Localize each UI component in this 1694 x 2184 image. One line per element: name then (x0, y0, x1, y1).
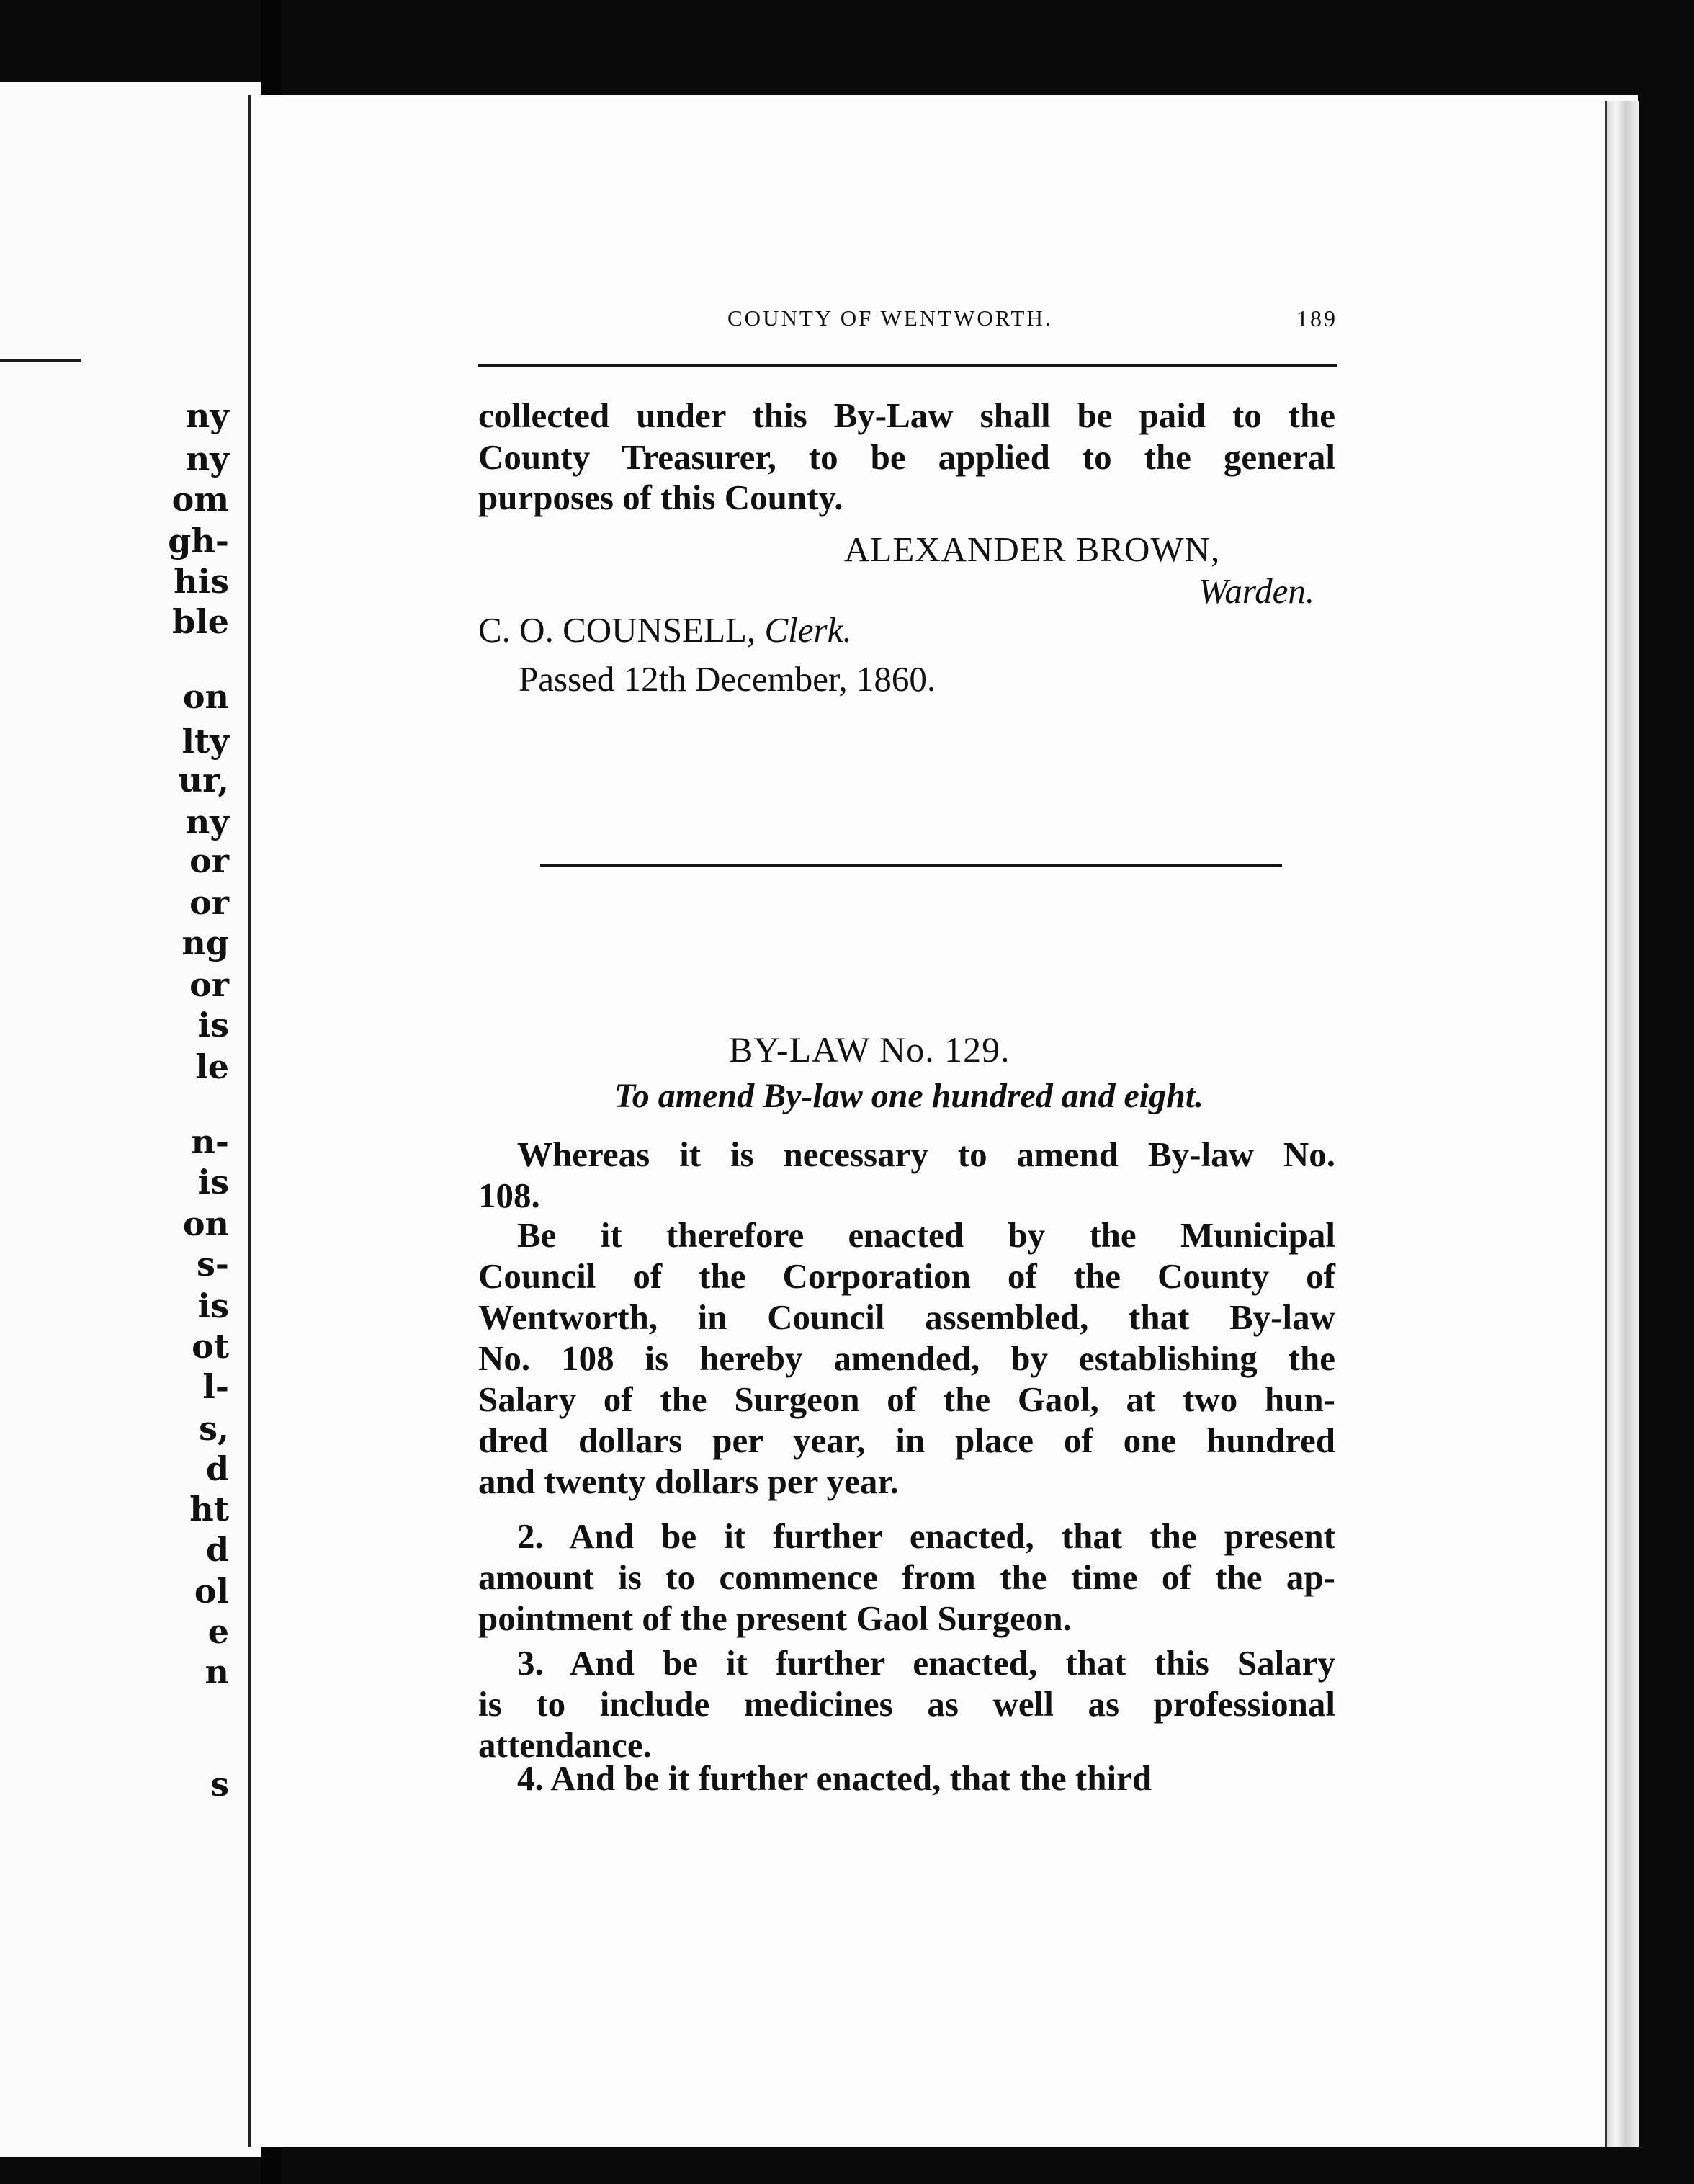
left-page-fragment: or (189, 841, 229, 880)
left-page-fragment: ot (192, 1327, 229, 1366)
left-page-fragment: ny (185, 439, 229, 478)
left-page-fragment: le (195, 1047, 229, 1086)
bylaw-title: BY-LAW No. 129. (729, 1029, 1010, 1070)
warden-title: Warden. (1198, 571, 1315, 611)
left-page-fragment: lty (182, 722, 229, 761)
text-line: amount is to commence from the time of the ap- (478, 1557, 1335, 1597)
left-page-fragment: d (205, 1530, 229, 1569)
text-line: County Treasurer, to be applied to the general (478, 437, 1335, 477)
text-line: Wentworth, in Council assembled, that By-law (478, 1297, 1335, 1337)
left-page-fragment: n- (191, 1122, 229, 1161)
left-page-fragment: or (189, 883, 229, 922)
left-page-fragment: ht (189, 1490, 229, 1529)
left-page-fragment: s, (199, 1409, 229, 1448)
left-page-fragment: ur, (178, 761, 229, 800)
clerk-title: Clerk. (764, 610, 852, 650)
passed-date: Passed 12th December, 1860. (519, 659, 936, 699)
text-line: collected under this By-Law shall be paid to the (478, 395, 1335, 435)
text-line: 2. And be it further enacted, that the present (517, 1516, 1335, 1556)
header-rule (478, 364, 1337, 367)
running-title: COUNTY OF WENTWORTH. (727, 305, 1053, 331)
left-page-fragment: ng (182, 923, 229, 962)
left-page-rule (0, 359, 81, 362)
text-line: purposes of this County. (478, 478, 843, 517)
left-page-fragment: e (207, 1612, 229, 1651)
left-page-fragment: ble (172, 602, 229, 641)
text-line: dred dollars per year, in place of one hundred (478, 1420, 1335, 1460)
left-page-fragment: ny (185, 396, 229, 435)
text-line: 4. And be it further enacted, that the third (517, 1758, 1152, 1798)
left-page-fragment: ol (194, 1572, 229, 1611)
clerk-name: C. O. COUNSELL, (478, 610, 756, 650)
text-line: attendance. (478, 1725, 652, 1765)
warden-name: ALEXANDER BROWN, (844, 529, 1221, 569)
page-edge (1605, 101, 1639, 2147)
left-page-fragment: om (171, 480, 229, 519)
left-page-fragment: or (189, 965, 229, 1004)
left-page-fragment: on (182, 1204, 229, 1243)
text-line: No. 108 is hereby amended, by establishing the (478, 1338, 1335, 1378)
page-number: 189 (1296, 305, 1337, 331)
left-page-fragment: is (197, 1286, 229, 1325)
text-line: Whereas it is necessary to amend By-law No. (517, 1134, 1335, 1174)
left-page (0, 82, 261, 2157)
bylaw-subtitle: To amend By-law one hundred and eight. (614, 1077, 1204, 1115)
left-page-fragment: is (197, 1006, 229, 1044)
left-page-fragment: is (197, 1163, 229, 1201)
text-line: Be it therefore enacted by the Municipal (517, 1215, 1335, 1255)
left-page-fragment: gh- (168, 522, 229, 560)
left-page-fragment: n (205, 1652, 229, 1691)
left-page-fragment: ny (185, 802, 229, 841)
text-line: Council of the Corporation of the County of (478, 1256, 1335, 1296)
left-page-fragment: d (205, 1449, 229, 1488)
text-line: and twenty dollars per year. (478, 1462, 899, 1501)
text-line: 108. (478, 1176, 540, 1215)
text-line: pointment of the present Gaol Surgeon. (478, 1598, 1072, 1638)
left-page-fragment: s (210, 1765, 229, 1804)
section-divider (540, 864, 1282, 867)
text-line: Salary of the Surgeon of the Gaol, at two hun- (478, 1379, 1335, 1419)
left-page-fragment: s- (197, 1245, 229, 1284)
text-line: is to include medicines as well as professional (478, 1684, 1335, 1724)
left-page-fragment: on (182, 677, 229, 716)
left-page-fragment: l- (202, 1367, 229, 1406)
left-page-fragment: his (174, 562, 229, 601)
text-line: 3. And be it further enacted, that this Salary (517, 1643, 1335, 1683)
clerk-signature (478, 609, 852, 650)
